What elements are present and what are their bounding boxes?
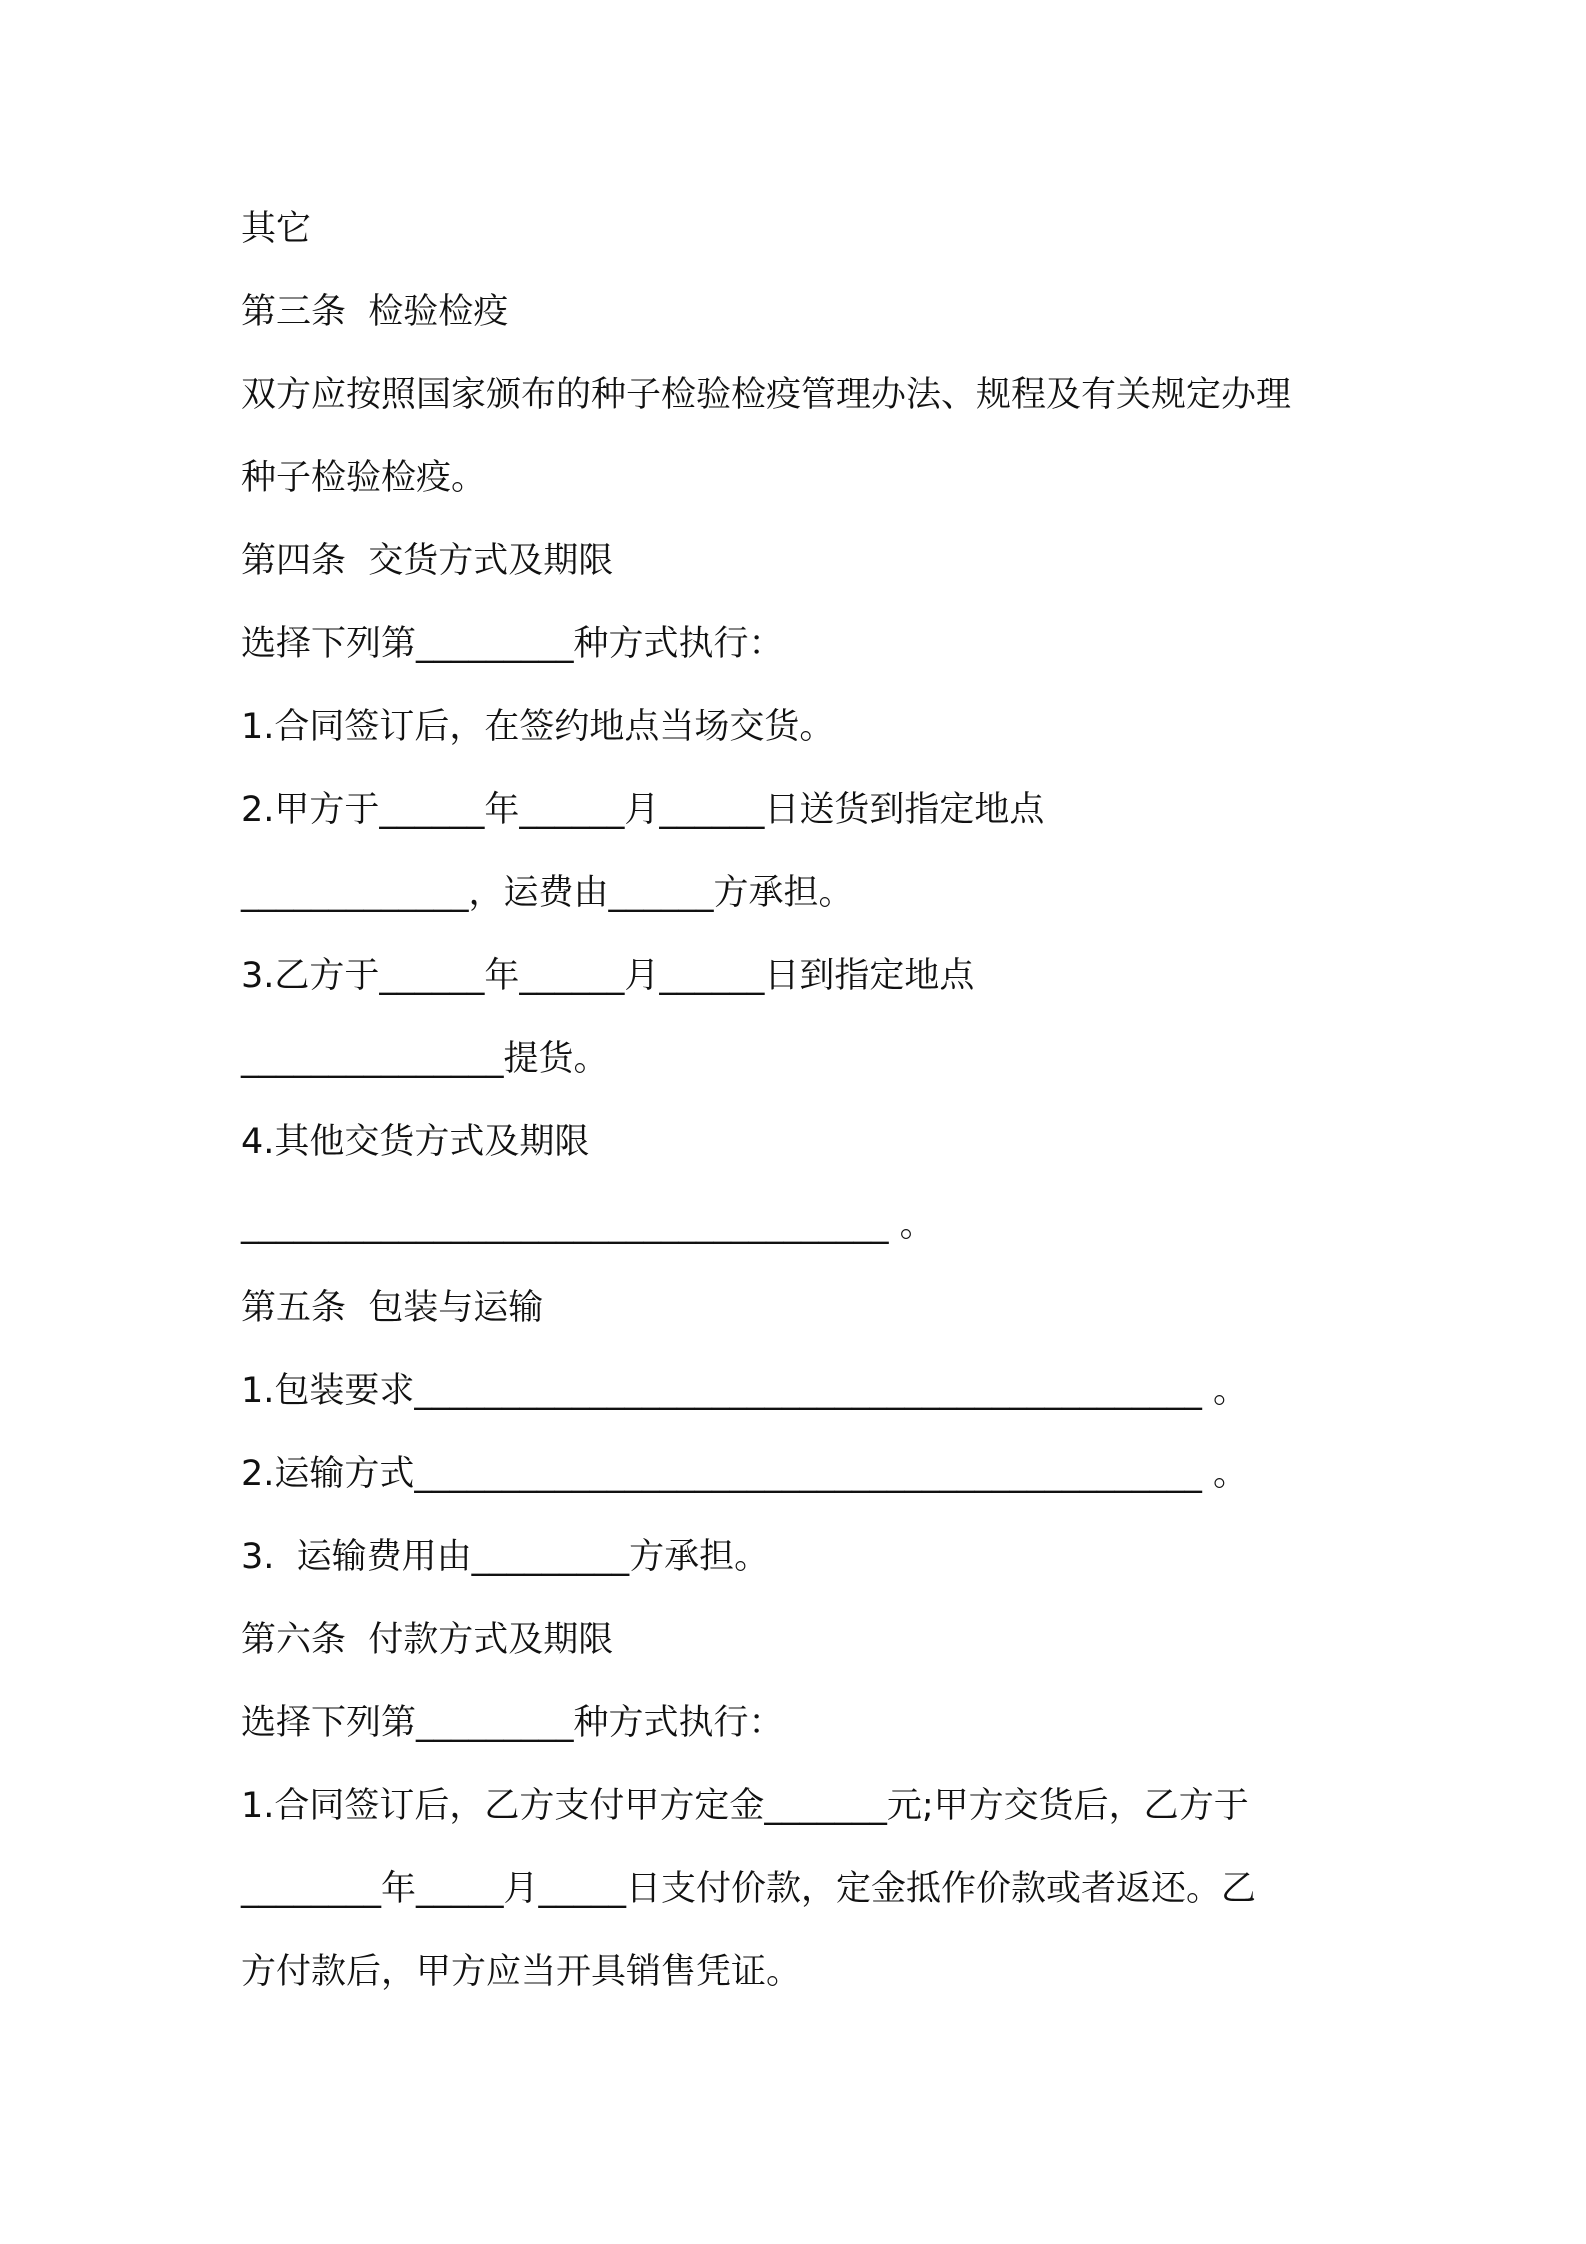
list-item: 3. 运输费用由_________方承担。 — [241, 1537, 770, 1577]
list-item: 1.合同签订后，乙方支付甲方定金_______元;甲方交货后，乙方于 — [241, 1786, 1249, 1826]
list-item: 2.运输方式_____________________________________________ 。 — [241, 1454, 1249, 1494]
section-heading-other: 其它 — [241, 209, 312, 249]
list-item: 3.乙方于______年______月______日到指定地点 — [241, 956, 975, 996]
paragraph-line: 种子检验检疫。 — [241, 458, 487, 498]
paragraph-line: 选择下列第_________种方式执行： — [241, 1703, 784, 1743]
article-3-heading: 第三条 检验检疫 — [241, 292, 509, 332]
paragraph-line: 方付款后，甲方应当开具销售凭证。 — [241, 1952, 802, 1992]
list-item: 2.甲方于______年______月______日送货到指定地点 — [241, 790, 1045, 830]
article-4-heading: 第四条 交货方式及期限 — [241, 541, 614, 581]
paragraph-line: 双方应按照国家颁布的种子检验检疫管理办法、规程及有关规定办理 — [241, 375, 1292, 415]
paragraph-line: _______________提货。 — [241, 1039, 609, 1079]
paragraph-line: _____________________________________ 。 — [241, 1205, 935, 1245]
list-item: 1.合同签订后，在签约地点当场交货。 — [241, 707, 835, 747]
paragraph-line: 选择下列第_________种方式执行： — [241, 624, 784, 664]
list-item: 4.其他交货方式及期限 — [241, 1122, 590, 1162]
list-item: 1.包装要求_____________________________________________ 。 — [241, 1371, 1249, 1411]
paragraph-line: ________年_____月_____日支付价款，定金抵作价款或者返还。乙 — [241, 1869, 1257, 1909]
paragraph-line: _____________，运费由______方承担。 — [241, 873, 854, 913]
article-6-heading: 第六条 付款方式及期限 — [241, 1620, 614, 1660]
article-5-heading: 第五条 包装与运输 — [241, 1288, 544, 1328]
